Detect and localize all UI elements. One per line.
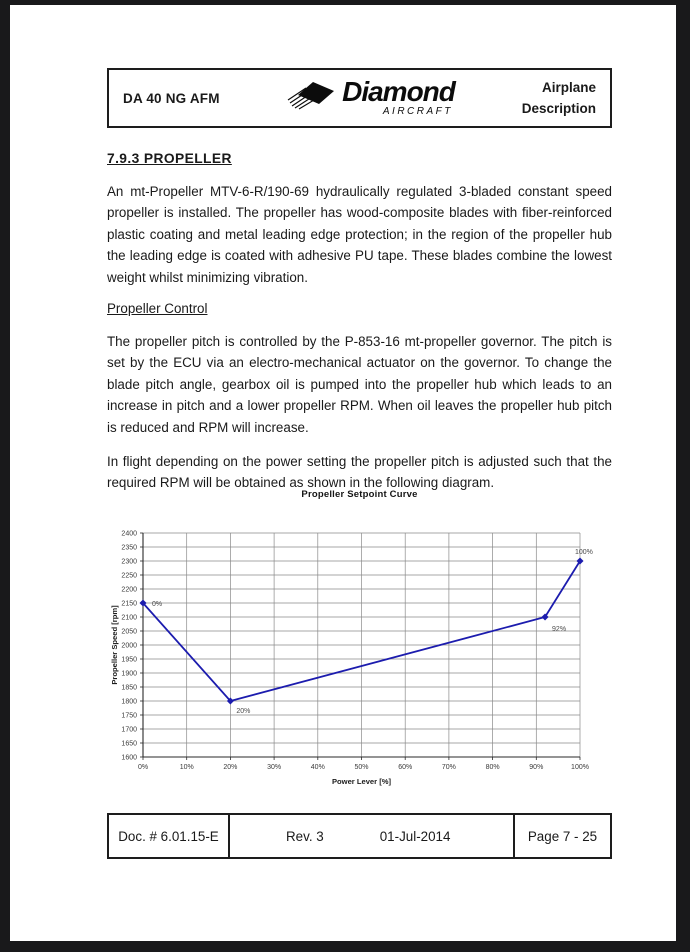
svg-text:1600: 1600 bbox=[121, 754, 137, 762]
svg-text:80%: 80% bbox=[485, 764, 500, 771]
paragraph-propeller-control: The propeller pitch is controlled by the P-853-16 mt-propeller governor. The pitch is set by the ECU via an electro-mechanical actuator on the governor. To change the blade pitch angle, gearbox oil is pumped into the propeller hub which leads to an increase in pitch and a lower propeller RPM. When oil leaves the propeller hub pitch is reduced and RPM will increase. bbox=[107, 334, 612, 435]
propeller-setpoint-chart bbox=[107, 515, 612, 800]
svg-text:2200: 2200 bbox=[121, 586, 137, 594]
page-content bbox=[107, 5, 612, 941]
footer-date: 01-Jul-2014 bbox=[379, 828, 451, 844]
svg-text:2100: 2100 bbox=[121, 614, 137, 622]
propeller-chart-svg bbox=[107, 515, 612, 800]
footer-page-number: Page 7 - 25 bbox=[527, 828, 598, 844]
svg-text:2400: 2400 bbox=[121, 530, 137, 538]
svg-text:2150: 2150 bbox=[121, 600, 137, 608]
svg-text:70%: 70% bbox=[441, 764, 456, 771]
svg-text:40%: 40% bbox=[310, 764, 325, 771]
chapter-label-line2: Description bbox=[521, 101, 596, 116]
footer-revision-cell bbox=[230, 815, 515, 857]
svg-text:1650: 1650 bbox=[121, 740, 137, 748]
chart-title: Propeller Setpoint Curve bbox=[301, 489, 418, 500]
logo-wordmark bbox=[342, 75, 455, 117]
svg-text:0%: 0% bbox=[137, 764, 149, 771]
svg-text:50%: 50% bbox=[354, 764, 369, 771]
svg-text:92%: 92% bbox=[552, 626, 567, 633]
svg-text:2300: 2300 bbox=[121, 558, 137, 566]
svg-text:100%: 100% bbox=[575, 549, 593, 556]
svg-text:2250: 2250 bbox=[121, 572, 137, 580]
svg-text:1900: 1900 bbox=[121, 670, 137, 678]
doc-ref-label: DA 40 NG AFM bbox=[123, 90, 220, 106]
subheading-propeller-control: Propeller Control bbox=[107, 301, 208, 316]
chapter-label bbox=[468, 77, 610, 119]
svg-text:60%: 60% bbox=[398, 764, 413, 771]
logo-text-sub: AIRCRAFT bbox=[382, 105, 453, 117]
paragraph-in-flight: In flight depending on the power setting the propeller pitch is adjusted such that the required RPM will be obtained as shown in the following diagram. bbox=[107, 454, 612, 491]
svg-text:20%: 20% bbox=[223, 764, 238, 771]
svg-text:1950: 1950 bbox=[121, 656, 137, 664]
manual-page bbox=[10, 5, 676, 941]
paragraph-propeller-description: An mt-Propeller MTV-6-R/190-69 hydraulically regulated 3-bladed constant speed propeller is installed. The propeller has wood-composite blades with fiber-reinforced plastic coating and metal leading edge protection; in the region of the propeller hub the leading edge is coated with adhesive PU tape. These blades combine the lowest weight whilst minimizing vibration. bbox=[107, 184, 612, 285]
footer-doc-number: Doc. # 6.01.15-E bbox=[109, 815, 230, 857]
svg-text:1800: 1800 bbox=[121, 698, 137, 706]
section-title: 7.9.3 PROPELLER bbox=[107, 151, 232, 166]
svg-text:20%: 20% bbox=[236, 708, 251, 715]
page-footer bbox=[107, 813, 612, 859]
svg-text:90%: 90% bbox=[529, 764, 544, 771]
svg-text:2000: 2000 bbox=[121, 642, 137, 650]
svg-text:100%: 100% bbox=[571, 764, 589, 771]
svg-text:Power Lever [%]: Power Lever [%] bbox=[331, 777, 392, 786]
svg-text:Propeller Speed [rpm]: Propeller Speed [rpm] bbox=[110, 605, 119, 685]
chapter-label-line1: Airplane bbox=[541, 80, 596, 95]
diamond-aircraft-logo bbox=[286, 75, 455, 119]
logo-text-main: Diamond bbox=[342, 75, 455, 107]
svg-text:2350: 2350 bbox=[121, 544, 137, 552]
svg-text:10%: 10% bbox=[179, 764, 194, 771]
footer-revision: Rev. 3 bbox=[286, 828, 324, 844]
svg-text:1750: 1750 bbox=[121, 712, 137, 720]
header-logo-cell bbox=[273, 75, 468, 119]
svg-text:30%: 30% bbox=[267, 764, 282, 771]
page-header bbox=[107, 68, 612, 128]
diamond-logo-icon bbox=[286, 78, 338, 119]
svg-text:2050: 2050 bbox=[121, 628, 137, 636]
svg-text:1700: 1700 bbox=[121, 726, 137, 734]
svg-text:0%: 0% bbox=[152, 601, 163, 608]
svg-text:1850: 1850 bbox=[121, 684, 137, 692]
